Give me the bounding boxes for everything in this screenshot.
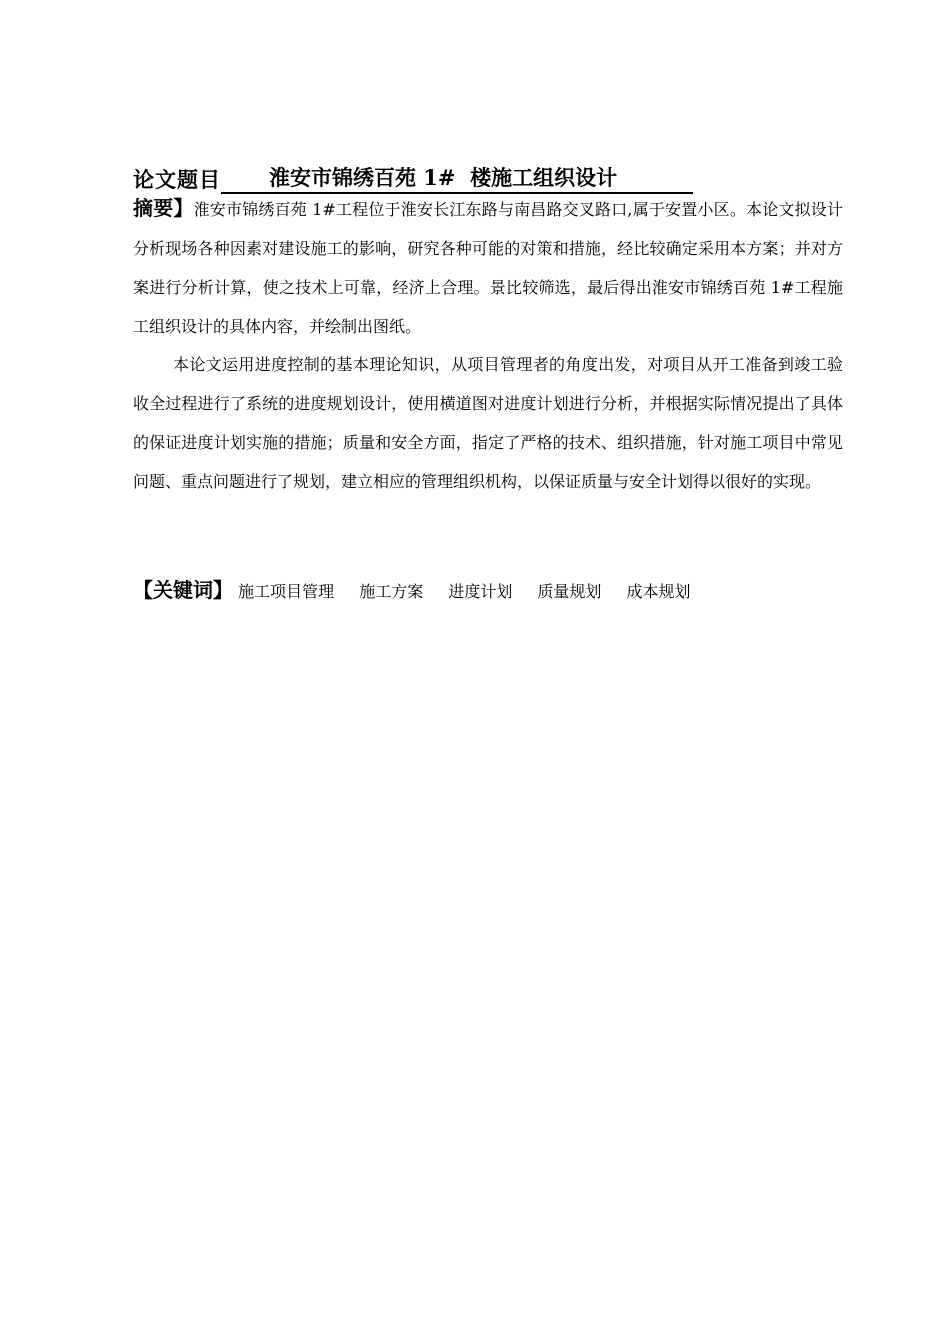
abstract-paragraph-2: 本论文运用进度控制的基本理论知识，从项目管理者的角度出发，对项目从开工准备到竣工验收全过程进行了系统的进度规划设计，使用横道图对进度计划进行分析，并根据实际情况提出了具体的保证进度计划实施的措施；质量和安全方面，指定了严格的技术、组织措施，针对施工项目中常见问题、重点问题进行了规划，建立相应的管理组织机构，以保证质量与安全计划得以很好的实现。	[133, 355, 843, 491]
abstract-paragraph-1	[133, 189, 843, 346]
keyword-item: 成本规划	[626, 582, 691, 601]
keyword-item: 施工方案	[359, 582, 424, 601]
thesis-title-value: 淮安市锦绣百苑 1# 楼施工组织设计	[221, 162, 693, 194]
abstract-label: 摘要】	[133, 196, 194, 220]
keyword-item: 施工项目管理	[238, 582, 335, 601]
keywords-row	[133, 572, 711, 610]
keyword-item: 质量规划	[537, 582, 602, 601]
keywords-label: 【关键词】	[133, 578, 233, 602]
abstract-text-1: 淮安市锦绣百苑 1#工程位于淮安长江东路与南昌路交叉路口,属于安置小区。本论文拟设计分析现场各种因素对建设施工的影响，研究各种可能的对策和措施，经比较确定采用本方案；并对方案进行分析计算，使之技术上可靠，经济上合理。景比较筛选，最后得出淮安市锦绣百苑 1#工程施工组织设计的具体内容，并绘制出图纸。	[133, 200, 843, 336]
thesis-title-label: 论文题目	[133, 167, 221, 192]
keyword-item: 进度计划	[448, 582, 513, 601]
